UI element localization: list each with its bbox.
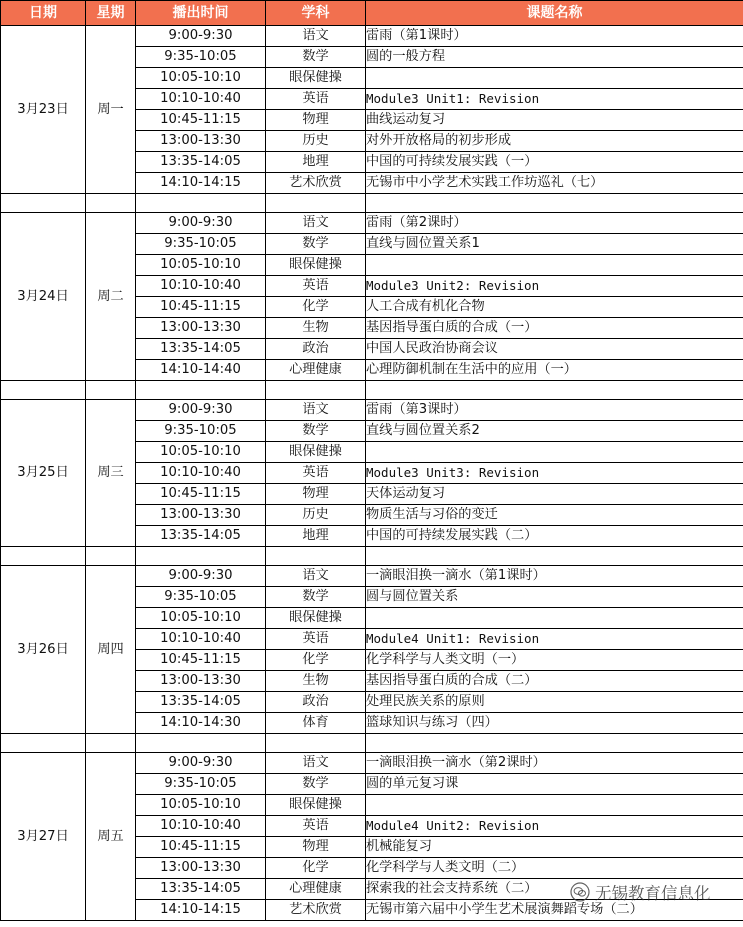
topic-cell: 基因指导蛋白质的合成（一） bbox=[366, 318, 743, 339]
topic-cell: Module4 Unit2: Revision bbox=[366, 816, 743, 837]
topic-cell: Module4 Unit1: Revision bbox=[366, 629, 743, 650]
spacer-cell bbox=[136, 734, 266, 753]
schedule-body bbox=[1, 26, 743, 921]
topic-cell: Module3 Unit2: Revision bbox=[366, 276, 743, 297]
subject-cell: 化学 bbox=[266, 858, 366, 879]
time-cell: 9:00-9:30 bbox=[136, 566, 266, 587]
topic-cell: 化学科学与人类文明（二） bbox=[366, 858, 743, 879]
subject-cell: 历史 bbox=[266, 505, 366, 526]
time-cell: 10:45-11:15 bbox=[136, 650, 266, 671]
topic-cell: 化学科学与人类文明（一） bbox=[366, 650, 743, 671]
topic-cell: 中国的可持续发展实践（一） bbox=[366, 152, 743, 173]
time-cell: 13:35-14:05 bbox=[136, 879, 266, 900]
topic-cell: 心理防御机制在生活中的应用（一） bbox=[366, 360, 743, 381]
weekday-cell: 周三 bbox=[86, 400, 136, 547]
topic-cell: Module3 Unit3: Revision bbox=[366, 463, 743, 484]
watermark-text: 无锡教育信息化 bbox=[595, 884, 711, 903]
time-cell: 10:05-10:10 bbox=[136, 255, 266, 276]
topic-cell: 圆与圆位置关系 bbox=[366, 587, 743, 608]
time-cell: 10:05-10:10 bbox=[136, 68, 266, 89]
time-cell: 14:10-14:30 bbox=[136, 713, 266, 734]
spacer-cell bbox=[86, 734, 136, 753]
time-cell: 9:00-9:30 bbox=[136, 213, 266, 234]
topic-cell bbox=[366, 255, 743, 276]
subject-cell: 语文 bbox=[266, 566, 366, 587]
subject-cell: 英语 bbox=[266, 463, 366, 484]
topic-cell: 一滴眼泪换一滴水（第2课时） bbox=[366, 753, 743, 774]
subject-cell: 地理 bbox=[266, 152, 366, 173]
subject-cell: 生物 bbox=[266, 671, 366, 692]
subject-cell: 艺术欣赏 bbox=[266, 173, 366, 194]
subject-cell: 英语 bbox=[266, 629, 366, 650]
subject-cell: 化学 bbox=[266, 650, 366, 671]
topic-cell: 机械能复习 bbox=[366, 837, 743, 858]
date-cell: 3月23日 bbox=[1, 26, 86, 194]
table-row bbox=[1, 26, 743, 47]
spacer-row bbox=[1, 734, 743, 753]
topic-cell: Module3 Unit1: Revision bbox=[366, 89, 743, 110]
spacer-cell bbox=[136, 547, 266, 566]
spacer-cell bbox=[86, 381, 136, 400]
table-row bbox=[1, 753, 743, 774]
header-date: 日期 bbox=[1, 1, 86, 26]
subject-cell: 物理 bbox=[266, 837, 366, 858]
header-row bbox=[1, 1, 743, 26]
time-cell: 10:10-10:40 bbox=[136, 463, 266, 484]
time-cell: 13:00-13:30 bbox=[136, 858, 266, 879]
header-topic: 课题名称 bbox=[366, 1, 743, 26]
time-cell: 9:35-10:05 bbox=[136, 587, 266, 608]
topic-cell: 中国人民政治协商会议 bbox=[366, 339, 743, 360]
weekday-cell: 周二 bbox=[86, 213, 136, 381]
spacer-cell bbox=[86, 547, 136, 566]
time-cell: 14:10-14:15 bbox=[136, 173, 266, 194]
topic-cell bbox=[366, 68, 743, 89]
spacer-cell bbox=[366, 194, 743, 213]
time-cell: 10:45-11:15 bbox=[136, 297, 266, 318]
subject-cell: 生物 bbox=[266, 318, 366, 339]
spacer-cell bbox=[366, 381, 743, 400]
subject-cell: 眼保健操 bbox=[266, 795, 366, 816]
topic-cell: 雷雨（第2课时） bbox=[366, 213, 743, 234]
topic-cell: 天体运动复习 bbox=[366, 484, 743, 505]
time-cell: 13:35-14:05 bbox=[136, 339, 266, 360]
topic-cell: 直线与圆位置关系2 bbox=[366, 421, 743, 442]
time-cell: 10:05-10:10 bbox=[136, 608, 266, 629]
table-row bbox=[1, 213, 743, 234]
spacer-cell bbox=[86, 194, 136, 213]
time-cell: 13:35-14:05 bbox=[136, 692, 266, 713]
spacer-cell bbox=[1, 547, 86, 566]
time-cell: 10:45-11:15 bbox=[136, 837, 266, 858]
subject-cell: 体育 bbox=[266, 713, 366, 734]
weekday-cell: 周一 bbox=[86, 26, 136, 194]
subject-cell: 英语 bbox=[266, 89, 366, 110]
time-cell: 13:35-14:05 bbox=[136, 526, 266, 547]
spacer-cell bbox=[1, 194, 86, 213]
time-cell: 9:00-9:30 bbox=[136, 26, 266, 47]
table-row bbox=[1, 400, 743, 421]
weekday-cell: 周五 bbox=[86, 753, 136, 921]
spacer-cell bbox=[136, 194, 266, 213]
topic-cell: 物质生活与习俗的变迁 bbox=[366, 505, 743, 526]
time-cell: 9:35-10:05 bbox=[136, 421, 266, 442]
subject-cell: 语文 bbox=[266, 213, 366, 234]
spacer-cell bbox=[1, 734, 86, 753]
header-time: 播出时间 bbox=[136, 1, 266, 26]
time-cell: 10:45-11:15 bbox=[136, 110, 266, 131]
subject-cell: 语文 bbox=[266, 26, 366, 47]
topic-cell bbox=[366, 795, 743, 816]
spacer-cell bbox=[1, 381, 86, 400]
topic-cell: 处理民族关系的原则 bbox=[366, 692, 743, 713]
time-cell: 10:10-10:40 bbox=[136, 629, 266, 650]
subject-cell: 政治 bbox=[266, 339, 366, 360]
time-cell: 10:10-10:40 bbox=[136, 276, 266, 297]
header-weekday: 星期 bbox=[86, 1, 136, 26]
topic-cell: 中国的可持续发展实践（二） bbox=[366, 526, 743, 547]
time-cell: 14:10-14:40 bbox=[136, 360, 266, 381]
date-cell: 3月26日 bbox=[1, 566, 86, 734]
spacer-row bbox=[1, 194, 743, 213]
spacer-row bbox=[1, 381, 743, 400]
topic-cell: 对外开放格局的初步形成 bbox=[366, 131, 743, 152]
time-cell: 10:10-10:40 bbox=[136, 89, 266, 110]
topic-cell: 人工合成有机化合物 bbox=[366, 297, 743, 318]
topic-cell: 雷雨（第3课时） bbox=[366, 400, 743, 421]
subject-cell: 政治 bbox=[266, 692, 366, 713]
topic-cell: 圆的一般方程 bbox=[366, 47, 743, 68]
time-cell: 13:00-13:30 bbox=[136, 131, 266, 152]
subject-cell: 语文 bbox=[266, 400, 366, 421]
spacer-cell bbox=[366, 547, 743, 566]
time-cell: 9:00-9:30 bbox=[136, 400, 266, 421]
subject-cell: 眼保健操 bbox=[266, 442, 366, 463]
header-subject: 学科 bbox=[266, 1, 366, 26]
topic-cell: 雷雨（第1课时） bbox=[366, 26, 743, 47]
subject-cell: 艺术欣赏 bbox=[266, 900, 366, 921]
time-cell: 10:05-10:10 bbox=[136, 442, 266, 463]
time-cell: 13:00-13:30 bbox=[136, 505, 266, 526]
topic-cell: 无锡市中小学艺术实践工作坊巡礼（七） bbox=[366, 173, 743, 194]
topic-cell: 无锡市第六届中小学生艺术展演舞蹈专场（二） bbox=[366, 900, 743, 921]
topic-cell: 直线与圆位置关系1 bbox=[366, 234, 743, 255]
subject-cell: 眼保健操 bbox=[266, 68, 366, 89]
subject-cell: 心理健康 bbox=[266, 879, 366, 900]
time-cell: 10:45-11:15 bbox=[136, 484, 266, 505]
subject-cell: 数学 bbox=[266, 587, 366, 608]
topic-cell: 圆的单元复习课 bbox=[366, 774, 743, 795]
time-cell: 13:00-13:30 bbox=[136, 671, 266, 692]
subject-cell: 数学 bbox=[266, 234, 366, 255]
spacer-cell bbox=[136, 381, 266, 400]
date-cell: 3月24日 bbox=[1, 213, 86, 381]
time-cell: 9:35-10:05 bbox=[136, 234, 266, 255]
topic-cell: 基因指导蛋白质的合成（二） bbox=[366, 671, 743, 692]
spacer-cell bbox=[266, 734, 366, 753]
subject-cell: 化学 bbox=[266, 297, 366, 318]
time-cell: 9:35-10:05 bbox=[136, 774, 266, 795]
subject-cell: 历史 bbox=[266, 131, 366, 152]
subject-cell: 物理 bbox=[266, 110, 366, 131]
weekday-cell: 周四 bbox=[86, 566, 136, 734]
spacer-row bbox=[1, 547, 743, 566]
topic-cell bbox=[366, 442, 743, 463]
subject-cell: 数学 bbox=[266, 421, 366, 442]
subject-cell: 眼保健操 bbox=[266, 608, 366, 629]
spacer-cell bbox=[266, 381, 366, 400]
spacer-cell bbox=[366, 734, 743, 753]
time-cell: 13:00-13:30 bbox=[136, 318, 266, 339]
subject-cell: 眼保健操 bbox=[266, 255, 366, 276]
subject-cell: 数学 bbox=[266, 47, 366, 68]
spacer-cell bbox=[266, 547, 366, 566]
topic-cell: 曲线运动复习 bbox=[366, 110, 743, 131]
subject-cell: 数学 bbox=[266, 774, 366, 795]
date-cell: 3月25日 bbox=[1, 400, 86, 547]
topic-cell: 一滴眼泪换一滴水（第1课时） bbox=[366, 566, 743, 587]
time-cell: 9:00-9:30 bbox=[136, 753, 266, 774]
topic-cell: 探索我的社会支持系统（二） bbox=[366, 879, 743, 900]
time-cell: 10:05-10:10 bbox=[136, 795, 266, 816]
time-cell: 13:35-14:05 bbox=[136, 152, 266, 173]
topic-cell bbox=[366, 608, 743, 629]
subject-cell: 地理 bbox=[266, 526, 366, 547]
table-row bbox=[1, 566, 743, 587]
subject-cell: 语文 bbox=[266, 753, 366, 774]
subject-cell: 英语 bbox=[266, 276, 366, 297]
date-cell: 3月27日 bbox=[1, 753, 86, 921]
time-cell: 9:35-10:05 bbox=[136, 47, 266, 68]
time-cell: 10:10-10:40 bbox=[136, 816, 266, 837]
spacer-cell bbox=[266, 194, 366, 213]
topic-cell: 篮球知识与练习（四） bbox=[366, 713, 743, 734]
subject-cell: 物理 bbox=[266, 484, 366, 505]
time-cell: 14:10-14:15 bbox=[136, 900, 266, 921]
subject-cell: 心理健康 bbox=[266, 360, 366, 381]
subject-cell: 英语 bbox=[266, 816, 366, 837]
